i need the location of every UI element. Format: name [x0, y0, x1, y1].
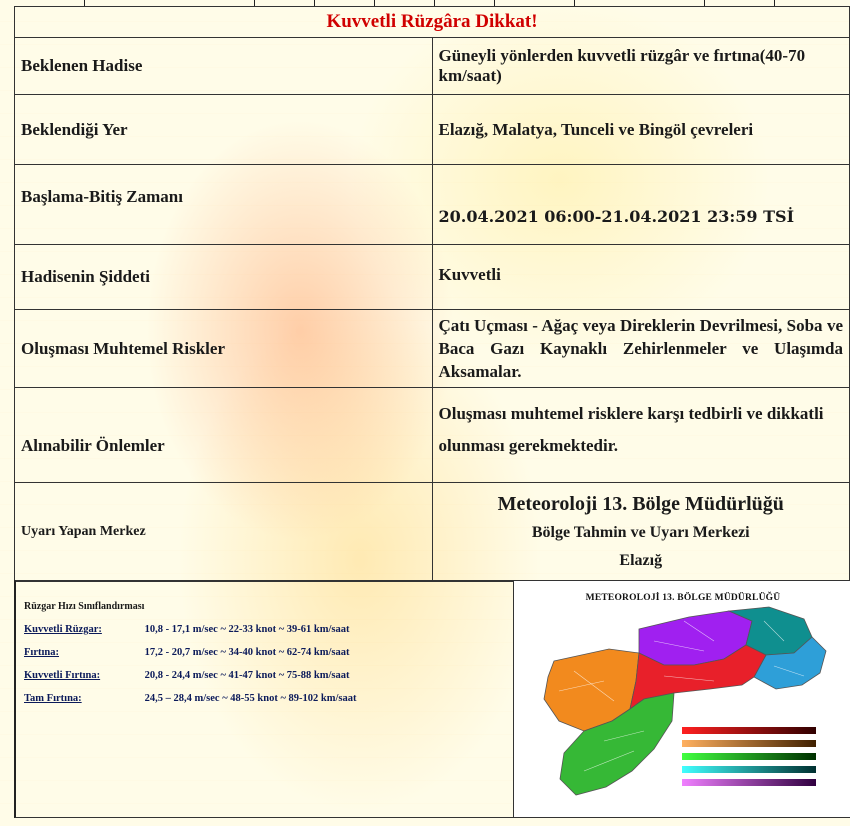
wind-row: [24, 670, 504, 693]
wind-row: [24, 647, 504, 670]
legend-bar: [682, 779, 816, 786]
row-value-time-range: 20.04.2021 06:00-21.04.2021 23:59 TSİ: [432, 165, 850, 245]
wind-row-range: 20,8 - 24,4 m/sec ~ 41-47 knot ~ 75-88 km/saat: [144, 670, 350, 681]
row-label-risks: Oluşması Muhtemel Riskler: [15, 310, 433, 388]
region-map-graphic: [514, 581, 850, 817]
legend-bar: [682, 727, 816, 734]
center-line-1: Meteoroloji 13. Bölge Müdürlüğü: [497, 493, 784, 515]
wind-classification-title: Rüzgar Hızı Sınıflandırması: [24, 601, 145, 612]
wind-row-range: 10,8 - 17,1 m/sec ~ 22-33 knot ~ 39-61 km/saat: [144, 624, 350, 635]
warning-title: Kuvvetli Rüzgâra Dikkat!: [15, 7, 850, 38]
wind-row-name: Kuvvetli Fırtına:: [24, 670, 101, 681]
wind-row-name: Tam Fırtına:: [24, 693, 82, 704]
map-title: METEOROLOJİ 13. BÖLGE MÜDÜRLÜĞÜ: [585, 593, 781, 603]
row-value-severity: Kuvvetli: [432, 245, 850, 310]
region-map: [513, 581, 850, 817]
wind-row: [24, 693, 504, 716]
row-label-expected-event: Beklenen Hadise: [15, 38, 433, 95]
row-label-expected-place: Beklendiği Yer: [15, 95, 433, 165]
row-value-precautions: Oluşması muhtemel risklere karşı tedbirli ve dikkatli olunması gerekmektedir.: [432, 388, 850, 483]
wind-row-name: Kuvvetli Rüzgar:: [24, 624, 102, 635]
center-line-2: Bölge Tahmin ve Uyarı Merkezi: [531, 524, 750, 541]
row-value-risks: Çatı Uçması - Ağaç veya Direklerin Devrilmesi, Soba ve Baca Gazı Kaynaklı Zehirlenmeler ve Ulaşımda Aksamalar.: [432, 310, 850, 388]
row-value-expected-event: Güneyli yönlerden kuvvetli rüzgâr ve fırtına(40-70 km/saat): [432, 38, 850, 95]
map-legend: [682, 727, 816, 786]
row-label-severity: Hadisenin Şiddeti: [15, 245, 433, 310]
row-label-warning-center: Uyarı Yapan Merkez: [15, 483, 433, 582]
wind-row-range: 24,5 – 28,4 m/sec ~ 48-55 knot ~ 89-102 km/saat: [144, 693, 357, 704]
legend-bar: [682, 740, 816, 747]
wind-row-name: Fırtına:: [24, 647, 59, 658]
legend-bar: [682, 766, 816, 773]
row-label-time-range: Başlama-Bitiş Zamanı: [15, 165, 433, 245]
row-label-precautions: Alınabilir Önlemler: [15, 388, 433, 483]
center-line-3: Elazığ: [619, 552, 663, 569]
row-value-expected-place: Elazığ, Malatya, Tunceli ve Bingöl çevreleri: [432, 95, 850, 165]
wind-row-range: 17,2 - 20,7 m/sec ~ 34-40 knot ~ 62-74 km/saat: [144, 647, 350, 658]
wind-classification: [24, 601, 504, 716]
bottom-panel: [14, 580, 850, 818]
legend-bar: [682, 753, 816, 760]
wind-row: [24, 624, 504, 647]
